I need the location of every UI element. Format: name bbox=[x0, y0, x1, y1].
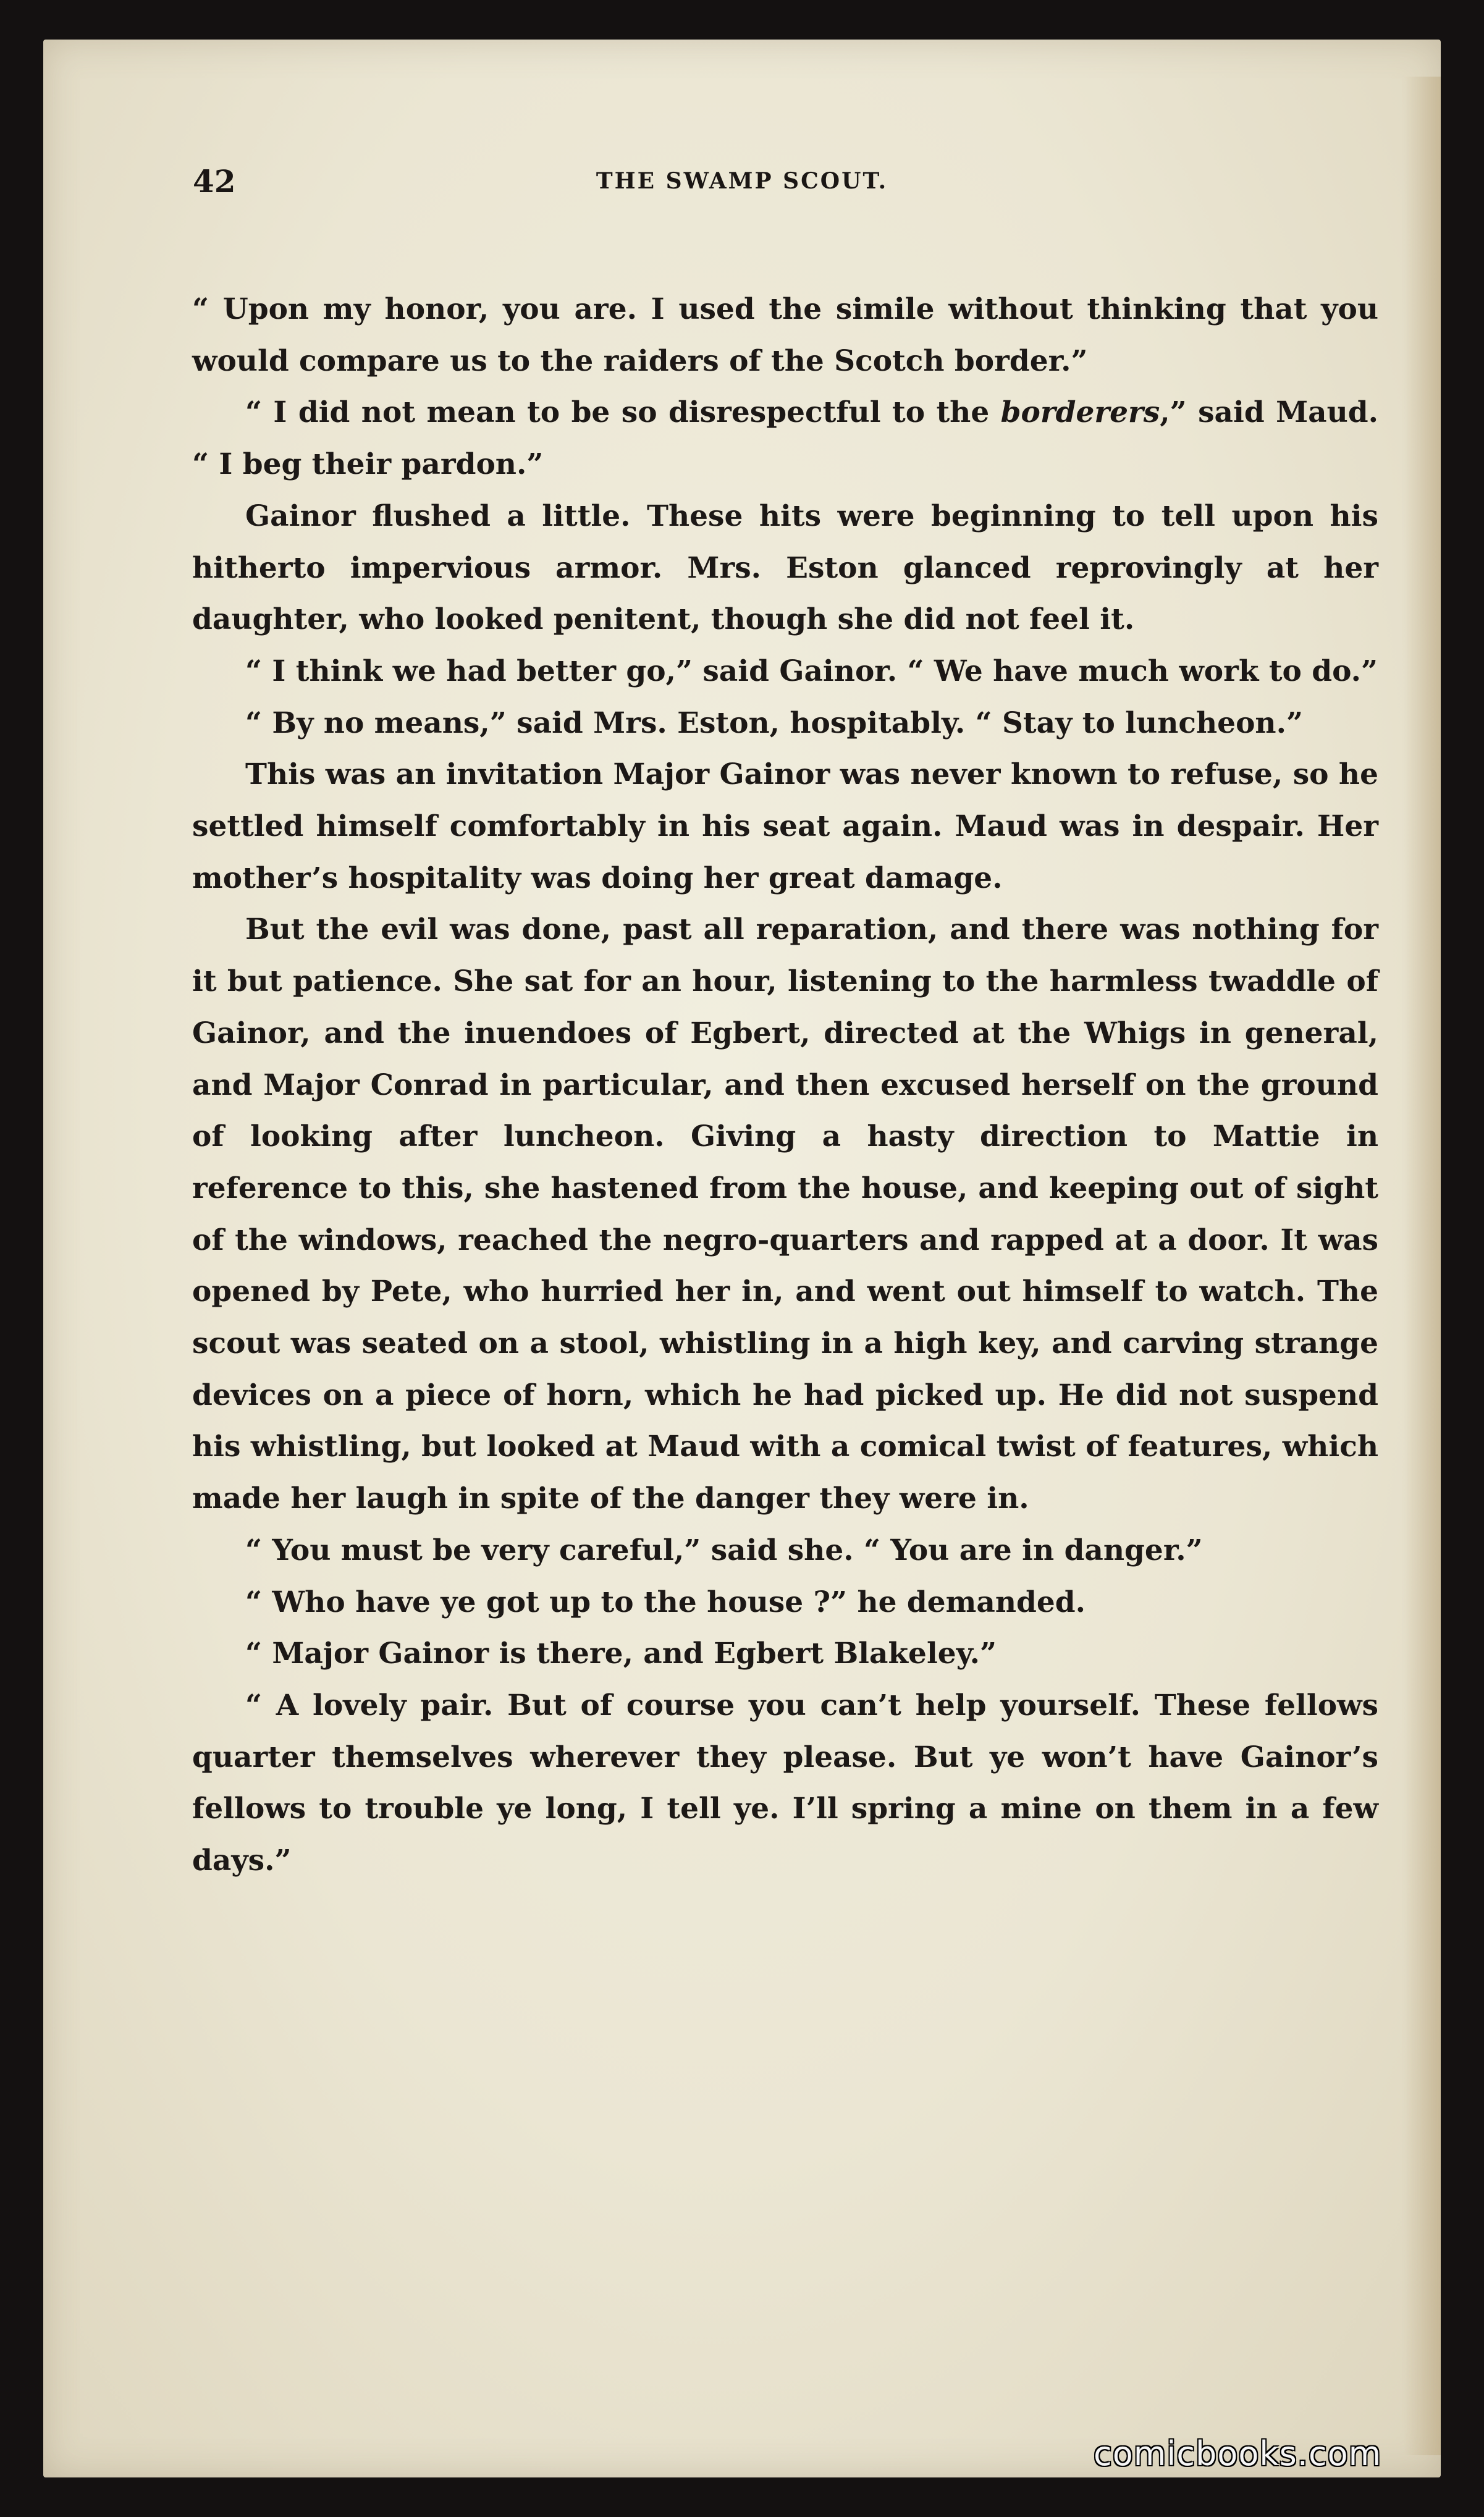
paragraph: “ A lovely pair. But of course you can’t help yourself. These fellows quarter themselves wherever they please. But ye won’t have Gainor’s fellows to trouble ye long, I tell ye. I’ll spring a mine on them in a few days.” bbox=[192, 1688, 1378, 1878]
paragraph: “ You must be very careful,” said she. “ You are in danger.” bbox=[245, 1533, 1203, 1567]
paragraph: This was an invitation Major Gainor was never known to refuse, so he settled himself comfortably in his seat again. Maud was in despair. Her mother’s hospitality was doing her great damage. bbox=[192, 757, 1378, 895]
paragraph: “ Who have ye got up to the house ?” he demanded. bbox=[245, 1585, 1086, 1619]
watermark: comicbooks.com bbox=[1094, 2434, 1382, 2473]
paragraph: “ I think we had better go,” said Gainor. “ We have much work to do.” bbox=[245, 654, 1378, 688]
paragraph bbox=[192, 387, 1378, 490]
page-number: 42 bbox=[193, 163, 236, 200]
book-title: THE SWAMP SCOUT. bbox=[596, 168, 888, 194]
page-edge-shading bbox=[1404, 77, 1441, 2455]
paragraph: But the evil was done, past all reparation, and there was nothing for it but patience. She sat for an hour, listening to the harmless twaddle of Gainor, and the inuendoes of Egbert, directed at the Whigs in general, and Major Conrad in particular, and then excused herself on the ground of looking after luncheon. Giving a hasty direction to Mattie in reference to this, she hastened from the house, and keeping out of sight of the windows, reached the negro-quarters and rapped at a door. It was opened by Pete, who hurried her in, and went out himself to watch. The scout was seated on a stool, whistling in a high key, and carving strange devices on a piece of horn, which he had picked up. He did not suspend his whistling, but looked at Maud with a comical twist of features, which made her laugh in spite of the danger they were in. bbox=[192, 913, 1378, 1516]
paragraph: Gainor flushed a little. These hits were beginning to tell upon his hitherto impervious armor. Mrs. Eston glanced reprovingly at her daughter, who looked penitent, though she did not feel it. bbox=[192, 499, 1378, 637]
paragraph-text: “ I did not mean to be so disrespectful to the bbox=[245, 395, 1001, 430]
book-page bbox=[43, 40, 1441, 2477]
body-text bbox=[192, 284, 1378, 1887]
paragraph: “ Major Gainor is there, and Egbert Blakeley.” bbox=[245, 1637, 997, 1671]
paragraph: “ Upon my honor, you are. I used the simile without thinking that you would compare us to the raiders of the Scotch border.” bbox=[192, 292, 1378, 378]
running-head bbox=[43, 163, 1441, 225]
italic-word: borderers bbox=[1000, 395, 1160, 430]
paragraph: “ By no means,” said Mrs. Eston, hospitably. “ Stay to luncheon.” bbox=[245, 706, 1303, 740]
paragraph-text: ,” said Maud. “ I beg their pardon.” bbox=[192, 395, 1378, 482]
